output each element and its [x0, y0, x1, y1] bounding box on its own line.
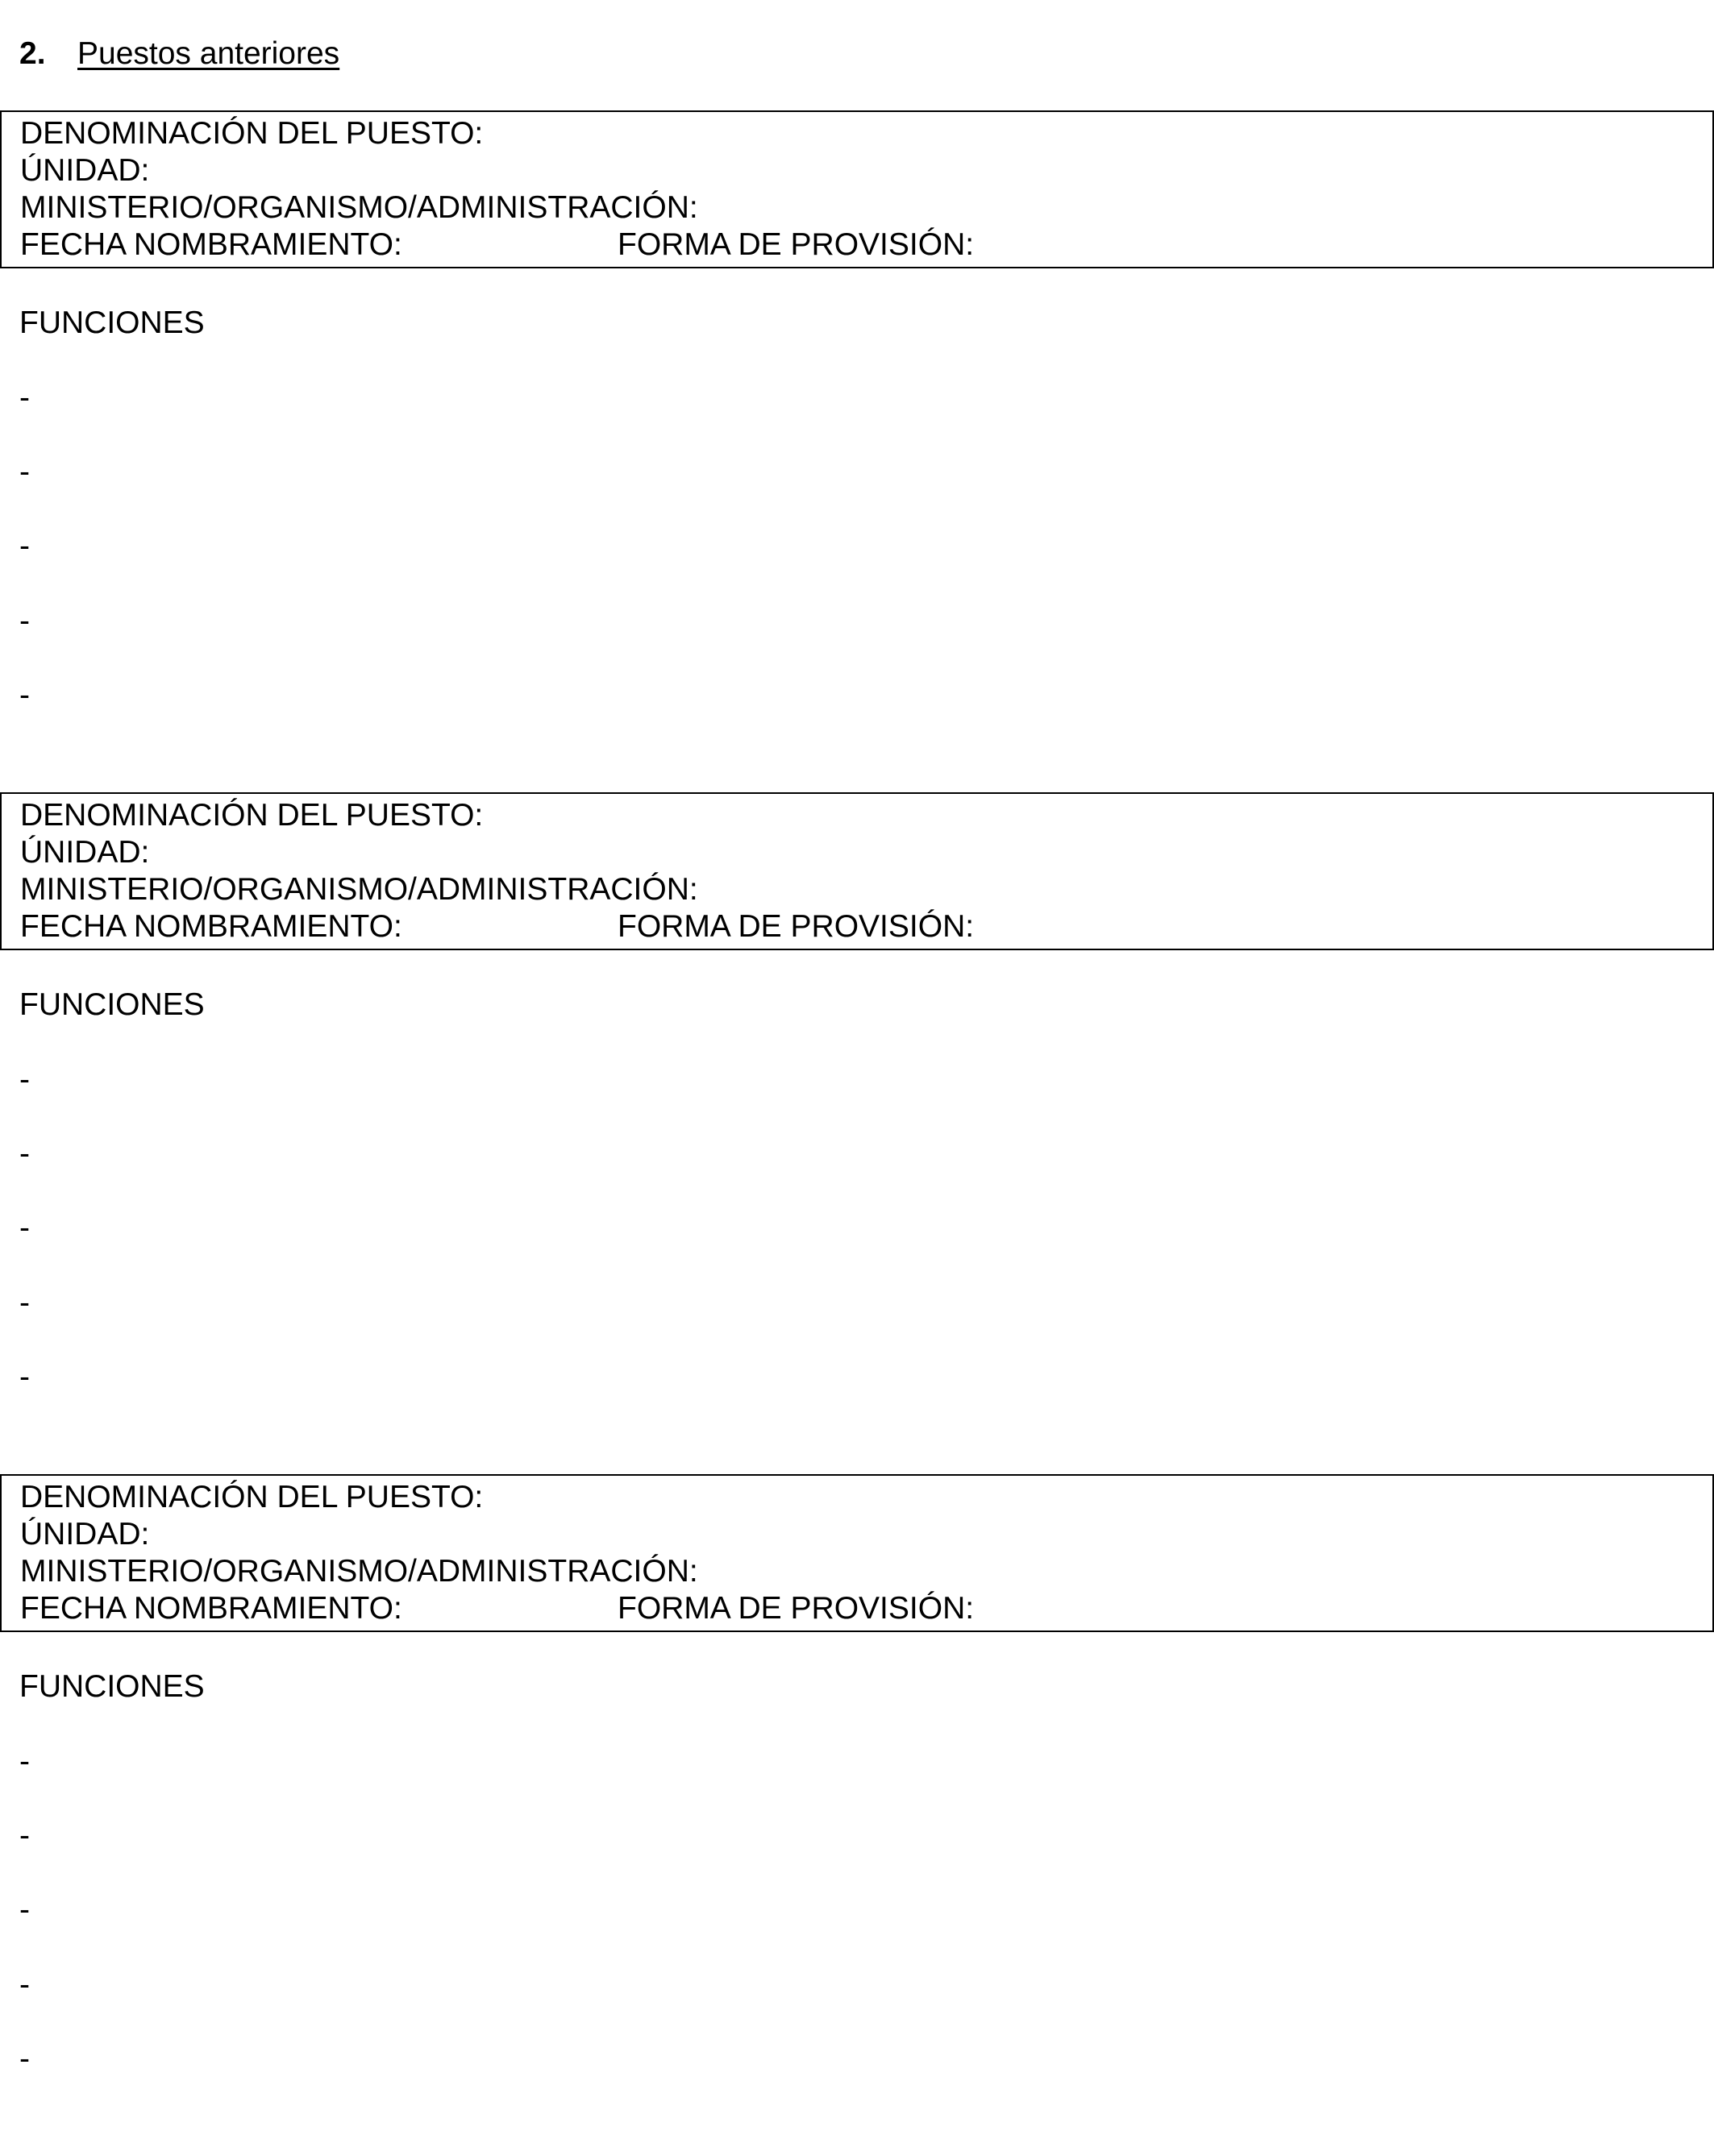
ministerio-field: MINISTERIO/ORGANISMO/ADMINISTRACIÓN: — [20, 1554, 698, 1589]
forma-provision-field: FORMA DE PROVISIÓN: — [618, 227, 975, 262]
denominacion-field: DENOMINACIÓN DEL PUESTO: — [20, 116, 484, 151]
post-info-box — [0, 792, 1714, 950]
post-info-box — [0, 110, 1714, 268]
ministerio-field: MINISTERIO/ORGANISMO/ADMINISTRACIÓN: — [20, 190, 698, 225]
fecha-forma-row — [20, 1590, 975, 1627]
post-info-box — [0, 1474, 1714, 1632]
funcion-item: - — [19, 1744, 30, 1779]
ministerio-field: MINISTERIO/ORGANISMO/ADMINISTRACIÓN: — [20, 872, 698, 907]
forma-provision-field: FORMA DE PROVISIÓN: — [618, 909, 975, 944]
fecha-forma-row — [20, 226, 975, 264]
previous-post-2 — [0, 792, 1714, 1474]
fecha-nombramiento-field: FECHA NOMBRAMIENTO: — [20, 1591, 402, 1626]
unidad-field: ÚNIDAD: — [20, 1517, 150, 1552]
funcion-item: - — [19, 1967, 30, 2002]
funcion-item: - — [19, 1136, 30, 1171]
funcion-item: - — [19, 678, 30, 712]
funcion-item: - — [19, 1211, 30, 1245]
funciones-label: FUNCIONES — [19, 1669, 205, 1704]
funcion-item: - — [19, 1286, 30, 1320]
denominacion-field: DENOMINACIÓN DEL PUESTO: — [20, 798, 484, 833]
section-number: 2. — [19, 36, 46, 71]
funcion-item: - — [19, 2042, 30, 2076]
funcion-item: - — [19, 1818, 30, 1853]
section-title: Puestos anteriores — [77, 36, 340, 71]
forma-provision-field: FORMA DE PROVISIÓN: — [618, 1591, 975, 1626]
unidad-field: ÚNIDAD: — [20, 835, 150, 870]
funcion-item: - — [19, 1892, 30, 1927]
funcion-item: - — [19, 604, 30, 638]
funcion-item: - — [19, 380, 30, 415]
funcion-item: - — [19, 1360, 30, 1394]
previous-post-3 — [0, 1474, 1714, 2156]
previous-post-1 — [0, 110, 1714, 792]
funciones-label: FUNCIONES — [19, 987, 205, 1022]
section-heading — [19, 35, 339, 73]
fecha-nombramiento-field: FECHA NOMBRAMIENTO: — [20, 227, 402, 262]
fecha-nombramiento-field: FECHA NOMBRAMIENTO: — [20, 909, 402, 944]
funcion-item: - — [19, 1062, 30, 1097]
fecha-forma-row — [20, 908, 975, 945]
unidad-field: ÚNIDAD: — [20, 153, 150, 188]
funciones-label: FUNCIONES — [19, 305, 205, 340]
denominacion-field: DENOMINACIÓN DEL PUESTO: — [20, 1480, 484, 1514]
funcion-item: - — [19, 455, 30, 489]
funcion-item: - — [19, 529, 30, 563]
